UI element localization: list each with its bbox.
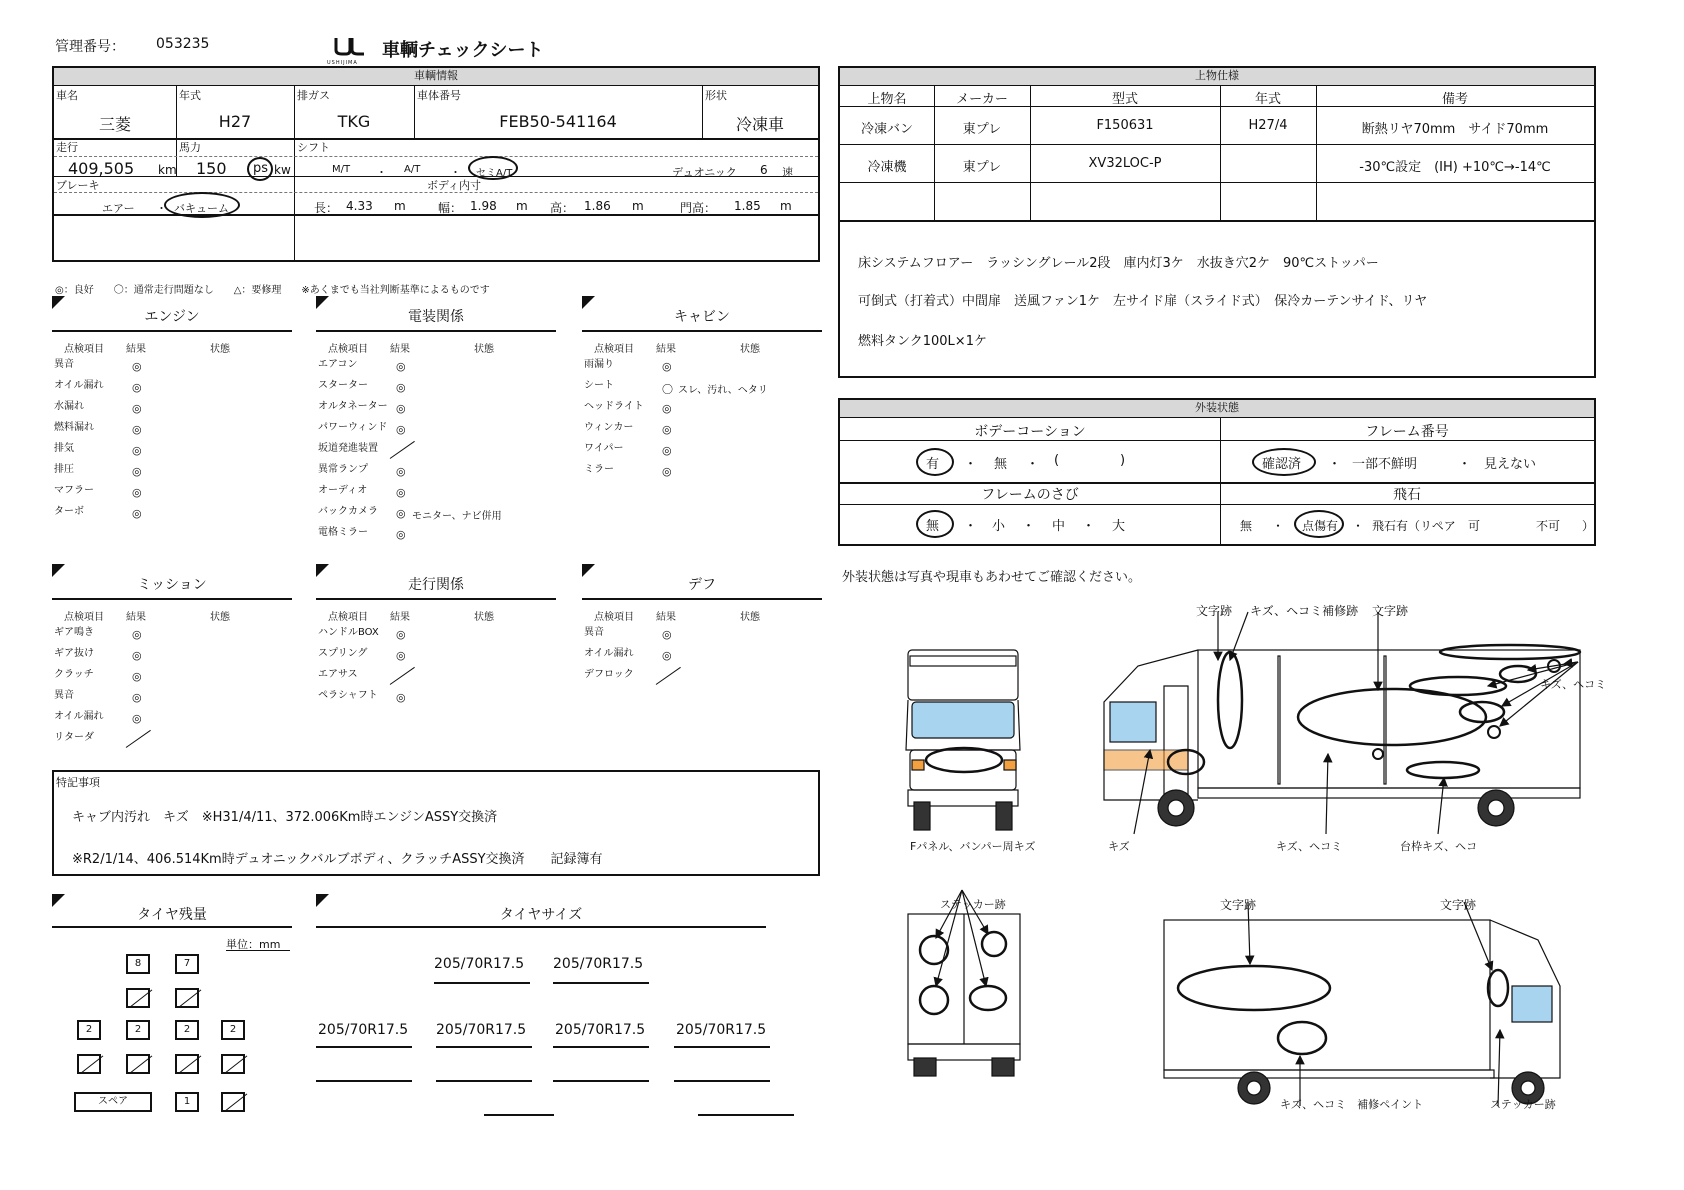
- tire-rear-4-blank: [221, 1054, 245, 1074]
- engine-col-result: 結果: [126, 344, 146, 355]
- electrical-item-result: ◎: [396, 402, 406, 415]
- electrical-col-item: 点検項目: [328, 344, 368, 355]
- engine-item-label: オイル漏れ: [54, 380, 104, 391]
- engine-item-result: ◎: [132, 486, 142, 499]
- tire-spare-blank: [221, 1092, 245, 1112]
- diff-item-label: オイル漏れ: [584, 648, 634, 659]
- special-notes-line-2: ※R2/1/14、406.514Km時デュオニックバルブボディ、クラッチASSY交換済 記録簿有: [72, 852, 603, 867]
- electrical-item-label: オルタネーター: [318, 401, 388, 412]
- height-value: 1.86: [584, 199, 611, 213]
- engine-item-label: 排気: [54, 443, 74, 454]
- shift-semi-at: セミA/T: [476, 168, 513, 179]
- frameno-confirmed: 確認済: [1262, 457, 1302, 472]
- cabin-col-state: 状態: [740, 344, 760, 355]
- electrical-item-result: ◎: [396, 381, 406, 394]
- tire-front-left-blank: [126, 988, 150, 1008]
- rust-sep-1: ・: [964, 519, 978, 534]
- tire-rear-2: 2: [126, 1020, 150, 1040]
- truck-rear-view: [908, 890, 1020, 1076]
- tire-size-front-left: 205/70R17.5: [434, 956, 525, 972]
- year-label: 年式: [179, 89, 201, 102]
- upper-head-year: 年式: [1254, 92, 1281, 107]
- truck-damage-diagrams: [838, 590, 1598, 1130]
- shape-label: 形状: [705, 89, 727, 102]
- coat-no: 無: [994, 457, 1008, 472]
- rust-large: 大: [1112, 519, 1126, 534]
- rust-none-circle: [916, 510, 954, 538]
- engine-item-result: ◎: [132, 402, 142, 415]
- vehicle-body-number: FEB50-541164: [499, 112, 617, 131]
- upper-spec-line-3: 燃料タンク100L×1ケ: [858, 334, 987, 349]
- stone-none: 無: [1240, 519, 1253, 533]
- running-item-label: ハンドルBOX: [318, 627, 379, 638]
- mission-item-label: 異音: [54, 690, 74, 701]
- diagram-label-side-repair: キズ、ヘコミ補修跡: [1250, 604, 1359, 618]
- brake-label: ブレーキ: [56, 179, 100, 192]
- tire-size-rear-2: 205/70R17.5: [436, 1022, 527, 1038]
- engine-item-result: ◎: [132, 444, 142, 457]
- vehicle-name: 三菱: [98, 115, 131, 134]
- power-unit-kw: kw: [274, 163, 291, 177]
- vacuum-selected-circle: [164, 192, 240, 218]
- upper-row-maker: 東プレ: [962, 160, 1002, 175]
- cabin-item-label: ヘッドライト: [584, 401, 644, 412]
- special-notes-label: 特記事項: [56, 776, 100, 789]
- frameno-sep-1: ・: [1328, 457, 1342, 472]
- running-item-label: スプリング: [318, 648, 368, 659]
- diagram-label-rear-sticker: ステッカー跡: [940, 898, 1006, 911]
- engine-item-label: 燃料漏れ: [54, 422, 94, 433]
- upper-spec-line-1: 床システムフロアー ラッシングレール2段 庫内灯3ケ 水抜き穴2ケ 90℃ストッパー: [858, 256, 1379, 271]
- mileage-value: 409,505: [68, 159, 135, 178]
- body-caution-title: ボデーコーション: [974, 424, 1086, 440]
- electrical-item-label: エアコン: [318, 359, 358, 370]
- diff-item-label: 異音: [584, 627, 604, 638]
- mission-item-label: ギア抜け: [54, 648, 94, 659]
- cabin-item-label: ウィンカー: [584, 422, 634, 433]
- special-notes-line-1: キャブ内汚れ キズ ※H31/4/11、372.006Km時エンジンASSY交換済: [72, 810, 498, 825]
- mission-item-label: オイル漏れ: [54, 711, 104, 722]
- vehicle-year: H27: [218, 112, 252, 131]
- tire-size-title: タイヤサイズ: [499, 907, 583, 923]
- frameno-confirmed-circle: [1252, 448, 1316, 476]
- cabin-item-result: ◎: [662, 444, 672, 457]
- running-item-result: ◎: [396, 691, 406, 704]
- emission-label: 排ガス: [297, 89, 330, 102]
- electrical-item-label: 電格ミラー: [318, 527, 368, 538]
- upper-row-year: H27/4: [1248, 118, 1288, 133]
- tire-front-right-blank: [175, 988, 199, 1008]
- tire-size-rear-3: 205/70R17.5: [555, 1022, 646, 1038]
- upper-spec-table: [838, 66, 1596, 378]
- power-unit-ps: ps: [253, 161, 269, 176]
- cabin-title: キャビン: [674, 309, 730, 325]
- upper-spec-line-2: 可倒式（打着式）中間扉 送風ファン1ケ 左サイド扉（スライド式） 保冷カーテンサイド、リヤ: [858, 294, 1428, 309]
- running-col-result: 結果: [390, 612, 410, 623]
- shift-sep-2: ・: [450, 166, 461, 179]
- vehicle-shape: 冷凍車: [735, 115, 784, 134]
- truck-front-view: [906, 650, 1020, 830]
- electrical-item-result: ◎: [396, 528, 406, 541]
- electrical-title: 電装関係: [408, 309, 464, 325]
- frame-number-title: フレーム番号: [1365, 424, 1449, 440]
- electrical-item-result: ◎: [396, 360, 406, 373]
- sheet-title: 車輌チェックシート: [382, 40, 544, 61]
- mission-item-result: ◎: [132, 712, 142, 725]
- stone-sep-1: ・: [1272, 519, 1285, 533]
- mission-col-state: 状態: [210, 612, 230, 623]
- name-label: 車名: [56, 89, 78, 102]
- brake-air: エアー: [102, 202, 135, 215]
- body-number-label: 車体番号: [417, 89, 461, 102]
- mission-item-not-applicable: [126, 730, 151, 748]
- electrical-item-label: オーディオ: [318, 485, 368, 496]
- coat-sep-2: ・: [1026, 457, 1040, 472]
- upper-head-maker: メーカー: [956, 92, 1008, 107]
- tire-size-rear-4: 205/70R17.5: [676, 1022, 767, 1038]
- coat-sep-1: ・: [964, 457, 978, 472]
- cabin-item-result: 〇: [662, 383, 673, 396]
- rust-sep-3: ・: [1082, 519, 1096, 534]
- upper-row-model: XV32LOC-P: [1088, 156, 1162, 171]
- electrical-col-state: 状態: [474, 344, 494, 355]
- width-label: 幅：: [438, 201, 463, 215]
- tire-front-right: 7: [175, 954, 199, 974]
- upper-row-name: 冷凍機: [867, 160, 907, 175]
- electrical-col-result: 結果: [390, 344, 410, 355]
- tire-front-left: 8: [126, 954, 150, 974]
- door-height-unit: m: [780, 199, 792, 213]
- tire-spare-label: スペア: [74, 1092, 152, 1112]
- diagram-label-side-dents: キズ、ヘコミ: [1540, 678, 1607, 691]
- mission-col-item: 点検項目: [64, 612, 104, 623]
- running-col-state: 状態: [474, 612, 494, 623]
- engine-item-result: ◎: [132, 360, 142, 373]
- special-notes-box: [52, 770, 820, 876]
- diagram-label-side2-sticker: ステッカー跡: [1490, 1098, 1556, 1111]
- rust-none: 無: [926, 519, 940, 534]
- length-value: 4.33: [346, 199, 373, 213]
- running-col-item: 点検項目: [328, 612, 368, 623]
- upper-head-name: 上物名: [867, 92, 907, 107]
- vehicle-info-header: 車輌情報: [54, 68, 818, 86]
- upper-row-maker: 東プレ: [962, 122, 1002, 137]
- mission-item-label: ギア鳴き: [54, 627, 94, 638]
- diff-col-item: 点検項目: [594, 612, 634, 623]
- tire-rear-3: 2: [175, 1020, 199, 1040]
- shift-speed-unit: 速: [782, 166, 793, 179]
- mission-item-result: ◎: [132, 628, 142, 641]
- cabin-item-label: ミラー: [584, 464, 614, 475]
- management-number: 053235: [156, 36, 210, 52]
- diagram-label-front-bumper: Fパネル、バンパー周キズ: [910, 840, 1036, 853]
- exterior-condition-table: [838, 398, 1596, 546]
- logo-text: USHIJIMA: [327, 60, 358, 66]
- height-label: 高：: [550, 201, 575, 215]
- stone-chip-title: 飛石: [1393, 487, 1421, 503]
- mileage-unit: km: [158, 163, 177, 177]
- width-unit: m: [516, 199, 528, 213]
- diagram-label-side-scratch-dent: キズ、ヘコミ: [1276, 840, 1343, 853]
- coat-paren-open: (: [1054, 453, 1060, 468]
- vehicle-emission: TKG: [337, 112, 371, 131]
- rust-sep-2: ・: [1022, 519, 1036, 534]
- cabin-item-label: シート: [584, 380, 614, 391]
- tire-rear-1: 2: [77, 1020, 101, 1040]
- height-unit: m: [632, 199, 644, 213]
- running-item-label: ペラシャフト: [318, 690, 378, 701]
- electrical-item-label: バックカメラ: [318, 506, 378, 517]
- stone-paren-close: ）: [1582, 519, 1595, 533]
- diff-col-result: 結果: [656, 612, 676, 623]
- tire-remain-unit: 単位：mm: [226, 938, 281, 951]
- frame-rust-title: フレームのさび: [981, 487, 1079, 503]
- engine-col-state: 状態: [210, 344, 230, 355]
- coat-paren-close: ): [1120, 453, 1126, 468]
- length-label: 長：: [314, 201, 339, 215]
- engine-title: エンジン: [144, 309, 200, 325]
- shift-speeds: 6: [760, 163, 768, 177]
- engine-item-label: ターボ: [54, 506, 84, 517]
- tire-spare: 1: [175, 1092, 199, 1112]
- diagram-label-side-lettering-2: 文字跡: [1372, 604, 1409, 618]
- mission-item-label: リターダ: [54, 732, 94, 743]
- shift-at: A/T: [404, 164, 421, 175]
- rust-medium: 中: [1052, 519, 1066, 534]
- upper-row-remarks: 断熱リヤ70mm サイド70mm: [1361, 122, 1549, 137]
- engine-item-result: ◎: [132, 507, 142, 520]
- tire-rear-1-blank: [77, 1054, 101, 1074]
- engine-item-label: 水漏れ: [54, 401, 84, 412]
- stone-repair-ok: 可: [1468, 519, 1481, 533]
- cabin-item-result: ◎: [662, 423, 672, 436]
- cabin-item-result: ◎: [662, 360, 672, 373]
- management-number-label: 管理番号：: [55, 39, 125, 55]
- stone-chipped: 飛石有（リペア: [1372, 519, 1456, 533]
- running-item-not-applicable: [390, 667, 415, 685]
- upper-row-model: F150631: [1096, 118, 1154, 133]
- electrical-item-not-applicable: [390, 441, 415, 459]
- electrical-item-result: ◎: [396, 465, 406, 478]
- diff-item-label: デフロック: [584, 669, 634, 680]
- diagram-label-side2-lettering-1: 文字跡: [1220, 898, 1257, 912]
- shift-sep-1: ・: [376, 166, 387, 179]
- diagram-label-side2-repaint: キズ、ヘコミ 補修ペイント: [1280, 1098, 1424, 1111]
- electrical-item-label: スターター: [318, 380, 368, 391]
- ps-selected-circle: [247, 157, 273, 181]
- shift-label: シフト: [297, 141, 330, 154]
- stone-scratch-circle: [1294, 510, 1344, 538]
- electrical-item-result: ◎: [396, 486, 406, 499]
- stone-repair-ng: 不可: [1536, 519, 1561, 533]
- upper-spec-header: 上物仕様: [840, 68, 1594, 86]
- brake-sep: ・: [156, 202, 167, 215]
- cabin-col-result: 結果: [656, 344, 676, 355]
- truck-side-view-right: [1164, 902, 1560, 1106]
- electrical-item-result: ◎: [396, 423, 406, 436]
- tire-rear-4: 2: [221, 1020, 245, 1040]
- tire-size-front-right: 205/70R17.5: [553, 956, 644, 972]
- electrical-item-state: モニター、ナビ併用: [412, 511, 502, 522]
- electrical-item-label: 異常ランプ: [318, 464, 368, 475]
- mission-item-result: ◎: [132, 691, 142, 704]
- rust-small: 小: [992, 519, 1006, 534]
- stone-scratch: 点傷有: [1302, 519, 1339, 533]
- frameno-partial: 一部不鮮明: [1352, 457, 1418, 472]
- truck-side-view: [1104, 612, 1580, 834]
- cabin-item-result: ◎: [662, 402, 672, 415]
- engine-item-result: ◎: [132, 423, 142, 436]
- electrical-item-result: ◎: [396, 507, 406, 520]
- rating-legend: ◎：良好 〇：通常走行問題なし △：要修理 ※あくまでも当社判断基準によるものです: [55, 285, 490, 296]
- running-item-label: エアサス: [318, 669, 358, 680]
- electrical-item-label: パワーウィンド: [318, 422, 388, 433]
- length-unit: m: [394, 199, 406, 213]
- cabin-item-state: スレ、汚れ、ヘタリ: [678, 385, 768, 396]
- diff-col-state: 状態: [740, 612, 760, 623]
- cabin-col-item: 点検項目: [594, 344, 634, 355]
- cabin-item-result: ◎: [662, 465, 672, 478]
- body-inner-label: ボディ内寸: [426, 179, 482, 192]
- diagram-label-side2-lettering-2: 文字跡: [1440, 898, 1477, 912]
- company-logo: [330, 36, 374, 60]
- mission-item-result: ◎: [132, 670, 142, 683]
- engine-item-result: ◎: [132, 465, 142, 478]
- mileage-label: 走行: [56, 141, 78, 154]
- engine-col-item: 点検項目: [64, 344, 104, 355]
- tire-rear-3-blank: [175, 1054, 199, 1074]
- power-label: 馬力: [179, 141, 201, 154]
- engine-item-label: マフラー: [54, 485, 94, 496]
- running-item-result: ◎: [396, 628, 406, 641]
- width-value: 1.98: [470, 199, 497, 213]
- cabin-item-label: 雨漏り: [584, 359, 614, 370]
- engine-item-label: 排圧: [54, 464, 74, 475]
- brake-vacuum: バキューム: [174, 202, 229, 215]
- diff-item-result: ◎: [662, 649, 672, 662]
- upper-row-name: 冷凍バン: [860, 122, 913, 137]
- shift-duonic: デュオニック: [672, 166, 737, 179]
- cabin-item-label: ワイパー: [584, 443, 624, 454]
- running-title: 走行関係: [408, 577, 464, 593]
- frameno-sep-2: ・: [1458, 457, 1472, 472]
- diff-item-not-applicable: [656, 667, 681, 685]
- mission-item-label: クラッチ: [54, 669, 94, 680]
- frameno-not-visible: 見えない: [1484, 457, 1537, 472]
- exterior-header: 外装状態: [840, 400, 1594, 418]
- mission-item-result: ◎: [132, 649, 142, 662]
- diff-item-result: ◎: [662, 628, 672, 641]
- coat-yes: 有: [926, 457, 940, 472]
- diagram-label-side-frame: 台枠キズ、ヘコ: [1400, 840, 1478, 853]
- shift-mt: M/T: [332, 164, 351, 175]
- diff-title: デフ: [688, 577, 716, 593]
- upper-head-remarks: 備考: [1441, 92, 1468, 107]
- tire-remain-title: タイヤ残量: [137, 907, 207, 923]
- stone-sep-2: ・: [1352, 519, 1365, 533]
- tire-rear-2-blank: [126, 1054, 150, 1074]
- upper-row-remarks: -30℃設定 (IH) +10℃→-14℃: [1359, 160, 1551, 175]
- vehicle-info-table: [52, 66, 820, 262]
- diagram-label-side-scratch: キズ: [1108, 840, 1130, 853]
- mission-col-result: 結果: [126, 612, 146, 623]
- diagram-label-side-lettering-1: 文字跡: [1196, 604, 1233, 618]
- mission-title: ミッション: [137, 577, 207, 593]
- door-height-value: 1.85: [734, 199, 761, 213]
- exterior-note: 外装状態は写真や現車もあわせてご確認ください。: [842, 570, 1142, 585]
- door-height-label: 門高：: [680, 201, 717, 215]
- tire-size-rear-1: 205/70R17.5: [318, 1022, 409, 1038]
- engine-item-result: ◎: [132, 381, 142, 394]
- running-item-result: ◎: [396, 649, 406, 662]
- engine-item-label: 異音: [54, 359, 74, 370]
- power-value: 150: [196, 159, 227, 178]
- upper-head-model: 型式: [1111, 92, 1138, 107]
- electrical-item-label: 坂道発進装置: [318, 443, 378, 454]
- coat-yes-circle: [916, 448, 954, 476]
